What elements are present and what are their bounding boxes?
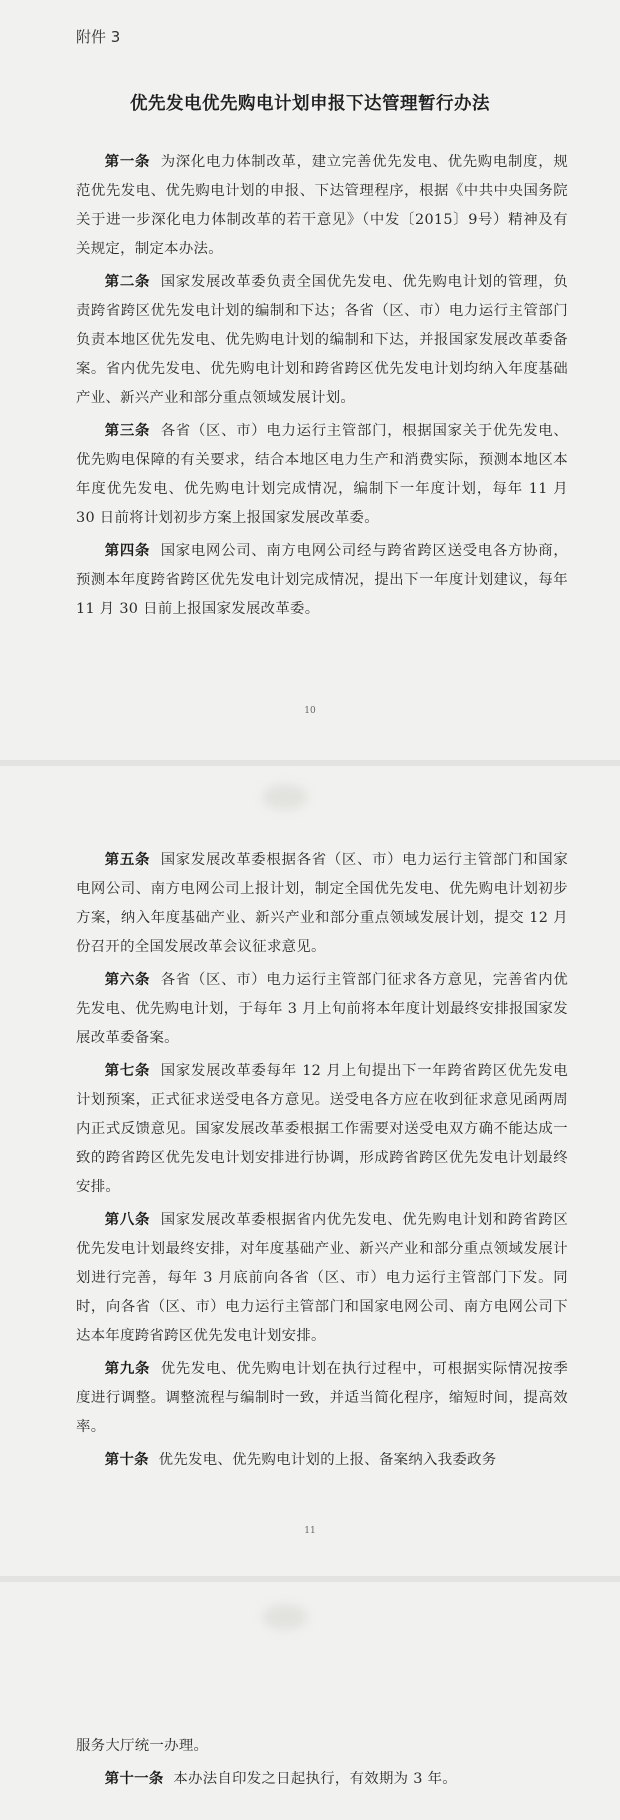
article-text: 优先发电、优先购电计划的上报、备案纳入我委政务 xyxy=(158,1452,497,1468)
article-label: 第四条 xyxy=(104,543,151,559)
article-5 xyxy=(76,846,568,962)
scan-smudge xyxy=(262,784,308,810)
article-label: 第九条 xyxy=(104,1361,151,1377)
document-page-3 xyxy=(0,1582,620,1820)
article-3 xyxy=(76,417,568,533)
article-label: 第十条 xyxy=(104,1452,149,1468)
article-8 xyxy=(76,1206,568,1351)
article-10-continuation: 服务大厅统一办理。 xyxy=(76,1738,209,1754)
article-4 xyxy=(76,537,568,624)
article-label: 第三条 xyxy=(104,423,151,439)
page-2-body xyxy=(76,846,568,1479)
article-label: 第十一条 xyxy=(104,1771,164,1787)
article-10 xyxy=(76,1446,568,1475)
article-label: 第七条 xyxy=(104,1063,151,1079)
document-page-2 xyxy=(0,766,620,1576)
article-text: 为深化电力体制改革，建立完善优先发电、优先购电制度，规范优先发电、优先购电计划的申报、下达管理程序，根据《中共中央国务院关于进一步深化电力体制改革的若干意见》（中发〔2015〕9号）精神及有关规定，制定本办法。 xyxy=(76,154,569,257)
page-number: 11 xyxy=(304,1526,316,1536)
article-text: 国家发展改革委每年 12 月上旬提出下一年跨省跨区优先发电计划预案，正式征求送受电各方意见。送受电各方应在收到征求意见函两周内正式反馈意见。国家发展改革委根据工作需要对送受电双方确不能达成一致的跨省跨区优先发电计划安排进行协调，形成跨省跨区优先发电计划最终安排。 xyxy=(76,1063,568,1195)
page-3-body xyxy=(76,1732,568,1798)
article-text: 国家发展改革委根据各省（区、市）电力运行主管部门和国家电网公司、南方电网公司上报计划，制定全国优先发电、优先购电计划初步方案，纳入年度基础产业、新兴产业和部分重点领域发展计划，提交 12 月份召开的全国发展改革会议征求意见。 xyxy=(76,852,569,955)
article-7 xyxy=(76,1057,568,1202)
document-page-1 xyxy=(0,0,620,760)
article-text: 各省（区、市）电力运行主管部门征求各方意见，完善省内优先发电、优先购电计划，于每年 3 月上旬前将本年度计划最终安排报国家发展改革委备案。 xyxy=(76,972,569,1046)
document-title: 优先发电优先购电计划申报下达管理暂行办法 xyxy=(130,94,490,114)
article-label: 第六条 xyxy=(104,972,151,988)
article-text: 国家发展改革委根据省内优先发电、优先购电计划和跨省跨区优先发电计划最终安排，对年度基础产业、新兴产业和部分重点领域发展计划进行完善，每年 3 月底前向各省（区、市）电力运行主管部门下发。同时，向各省（区、市）电力运行主管部门和国家电网公司、南方电网公司下达本年度跨省跨区优先发电计划安排。 xyxy=(76,1212,569,1344)
article-label: 第二条 xyxy=(104,274,151,290)
scan-smudge xyxy=(262,1604,308,1630)
article-label: 第五条 xyxy=(104,852,151,868)
article-2 xyxy=(76,268,568,413)
article-text: 国家电网公司、南方电网公司经与跨省跨区送受电各方协商，预测本年度跨省跨区优先发电计划完成情况，提出下一年度计划建议，每年 11 月 30 日前上报国家发展改革委。 xyxy=(76,543,569,617)
article-text: 各省（区、市）电力运行主管部门，根据国家关于优先发电、优先购电保障的有关要求，结合本地区电力生产和消费实际，预测本地区本年度优先发电、优先购电计划完成情况，编制下一年度计划，每年 11 月 30 日前将计划初步方案上报国家发展改革委。 xyxy=(76,423,569,526)
article-9 xyxy=(76,1355,568,1442)
article-text: 优先发电、优先购电计划在执行过程中，可根据实际情况按季度进行调整。调整流程与编制时一致，并适当简化程序，缩短时间，提高效率。 xyxy=(76,1361,569,1435)
article-1 xyxy=(76,148,568,264)
article-6 xyxy=(76,966,568,1053)
article-text: 本办法自印发之日起执行，有效期为 3 年。 xyxy=(173,1771,457,1787)
article-11 xyxy=(76,1765,568,1794)
page-1-body xyxy=(76,148,568,628)
page-number: 10 xyxy=(304,706,316,716)
article-text: 国家发展改革委负责全国优先发电、优先购电计划的管理，负责跨省跨区优先发电计划的编制和下达；各省（区、市）电力运行主管部门负责本地区优先发电、优先购电计划的编制和下达，并报国家发展改革委备案。省内优先发电、优先购电计划和跨省跨区优先发电计划均纳入年度基础产业、新兴产业和部分重点领域发展计划。 xyxy=(76,274,569,406)
article-label: 第八条 xyxy=(104,1212,151,1228)
attachment-label: 附件 3 xyxy=(76,28,121,46)
article-label: 第一条 xyxy=(104,154,151,170)
